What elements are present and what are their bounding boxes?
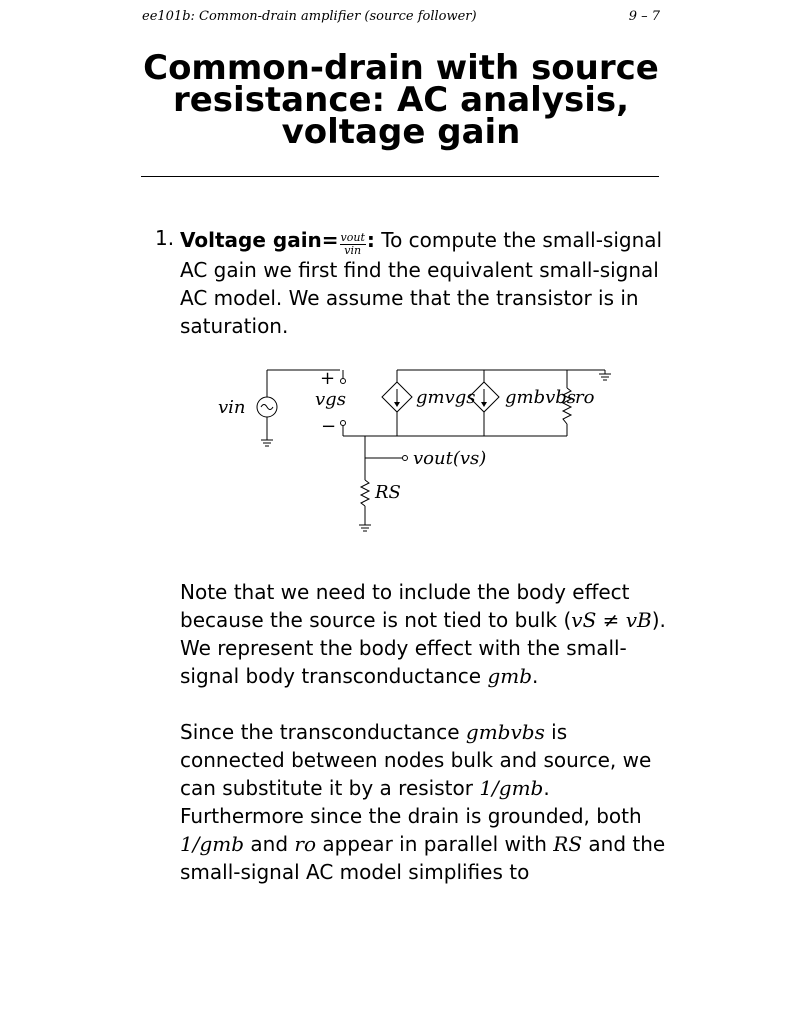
page-number: 9 – 7	[628, 9, 660, 24]
title-line-3: voltage gain	[281, 112, 521, 152]
heading-colon: :	[366, 228, 375, 252]
p3-text-2: is connected between nodes bulk and source, we can substitute it by a resistor	[180, 720, 652, 800]
course-title: ee101b: Common-drain amplifier (source follower)	[142, 9, 477, 24]
item-number: 1.	[155, 226, 175, 250]
p3-math-rs: RS	[553, 832, 583, 856]
ro-label: ro	[575, 387, 595, 408]
voltage-gain-heading: Voltage gain=	[180, 228, 339, 252]
gm-vgs-label: gmvgs	[416, 387, 476, 408]
rs-label: RS	[375, 482, 401, 503]
gmb-vbs-label: gmbvbs	[505, 387, 577, 408]
p3-math-1-gmb: 1/gmb	[479, 776, 544, 800]
p2-text-2: ). We represent the body effect with the small-signal body transconductance	[180, 608, 666, 688]
substitution-paragraph	[180, 718, 670, 886]
body-effect-paragraph	[180, 578, 670, 690]
p3-math-ro: ro	[294, 832, 316, 856]
p3-math-gmbvbs: gmbvbs	[465, 720, 545, 744]
p3-text-4: and	[244, 832, 295, 856]
title-line-1: Common-drain with source	[143, 48, 659, 88]
plus-sign: +	[320, 368, 336, 389]
p2-math-vs-vb: vS ≠ vB	[571, 608, 652, 632]
p3-text-1: Since the transconductance	[180, 720, 466, 744]
rs-ground-icon	[359, 525, 371, 531]
p3-math-1-gmb-2: 1/gmb	[180, 832, 245, 856]
item-1-text: To compute the small-signal AC gain we first find the equivalent small-signal AC model. We assume that the transistor is in saturation.	[180, 228, 663, 338]
p3-text-5: appear in parallel with	[316, 832, 554, 856]
fraction-denominator: vin	[344, 244, 362, 257]
p2-text-3: .	[532, 664, 539, 688]
title-line-2: resistance: AC analysis,	[172, 80, 630, 120]
p2-text-1: Note that we need to include the body effect because the source is not tied to bulk (	[180, 580, 630, 632]
fraction-numerator: vout	[340, 231, 365, 244]
vgs-label: vgs	[315, 389, 346, 410]
rs-resistor-icon	[361, 480, 369, 506]
drain-ground-icon	[599, 370, 611, 380]
p2-math-gmb: gmb	[487, 664, 533, 688]
item-1-paragraph	[180, 226, 670, 340]
small-signal-circuit	[200, 360, 630, 540]
p3-text-6: and the small-signal AC model simplifies to	[180, 832, 666, 884]
p3-text-3: . Furthermore since the drain is grounded, both	[180, 776, 642, 828]
vin-label: vin	[218, 397, 246, 418]
ground-icon	[261, 440, 273, 446]
vout-terminal	[403, 456, 408, 461]
title-divider	[141, 176, 659, 177]
vout-label: vout(vs)	[413, 448, 487, 469]
gain-fraction	[340, 233, 366, 256]
vgs-minus-terminal	[341, 421, 346, 426]
vgs-plus-terminal	[341, 379, 346, 384]
slide-title	[142, 48, 660, 152]
minus-sign: −	[321, 416, 337, 437]
